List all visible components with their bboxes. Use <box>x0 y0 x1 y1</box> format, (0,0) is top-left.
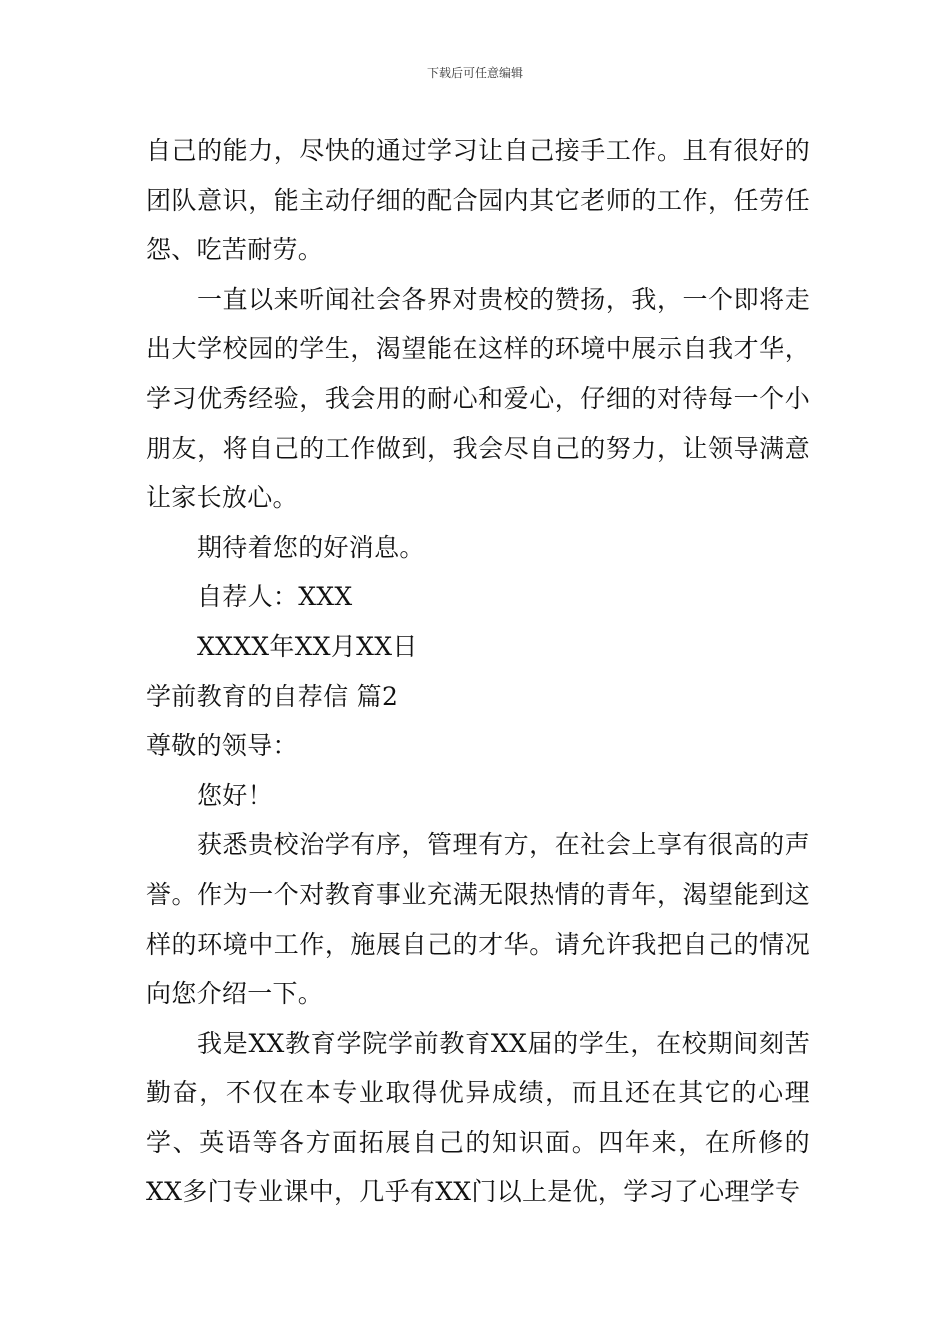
document-body <box>146 126 810 1217</box>
greeting: 您好！ <box>197 780 273 810</box>
paragraph-intro: 获悉贵校治学有序，管理有方，在社会上享有很高的声誉。作为一个对教育事业充满无限热情的青年，渴望能到这样的环境中工作，施展自己的才华。请允许我把自己的情况向您介绍一下。 <box>146 830 810 1009</box>
page-header-note: 下载后可任意编辑 <box>426 66 523 80</box>
paragraph-background: 我是XX教育学院学前教育XX届的学生，在校期间刻苦勤奋，不仅在本专业取得优异成绩，而且还在其它的心理学、英语等各方面拓展自己的知识面。四年来，在所修的XX多门专业课中，几乎有XX门以上是优，学习了心理学专 <box>146 1028 810 1207</box>
paragraph-closing: 期待着您的好消息。 <box>197 532 425 562</box>
salutation: 尊敬的领导： <box>146 731 298 761</box>
date-line: XXXX年XX月XX日 <box>197 631 418 661</box>
paragraph-praise: 一直以来听闻社会各界对贵校的赞扬，我，一个即将走出大学校园的学生，渴望能在这样的环境中展示自我才华，学习优秀经验，我会用的耐心和爱心，仔细的对待每一个小朋友，将自己的工作做到，我会尽自己的努力，让领导满意让家长放心。 <box>146 284 810 513</box>
paragraph-continuation: 自己的能力，尽快的通过学习让自己接手工作。且有很好的团队意识，能主动仔细的配合园内其它老师的工作，任劳任怨、吃苦耐劳。 <box>146 136 810 265</box>
section-title: 学前教育的自荐信 篇2 <box>146 681 399 711</box>
signature-line: 自荐人：XXX <box>197 582 353 612</box>
